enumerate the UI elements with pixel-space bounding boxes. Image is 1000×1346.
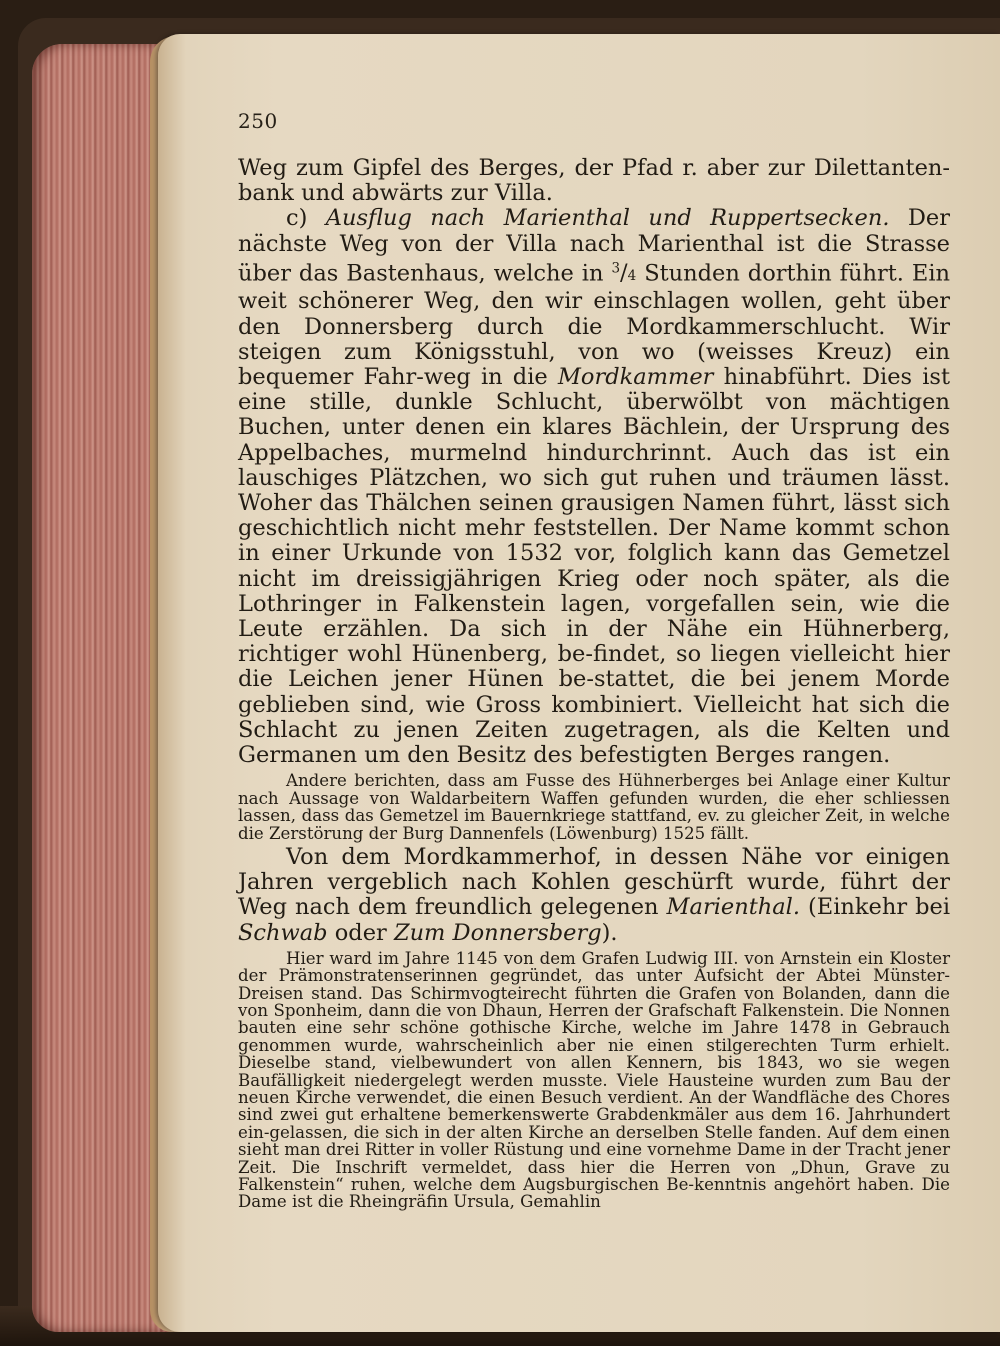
section-text-3: hinabführt. Dies ist eine stille, dunkle Schlucht, überwölbt von mächtigen Buchen, unter denen ein klares Bächlein, der Ursprung des Appelbaches, murmelnd hindurchrinnt. Auch das ist ein lauschiges Plätzchen, wo sich gut ruhen und träumen lässt. Woher das Thälchen seinen grausigen Namen führt, lässt sich geschichtlich nicht mehr feststellen. Der Name kommt schon in einer Urkunde von 1532 vor, folglich kann das Gemetzel nicht im dreissigjährigen Krieg oder noch später, als die Lothringer in Falkenstein lagen, vorgefallen sein, wie die Leute erzählen. Da sich in der Nähe ein Hühnerberg, richtiger wohl Hünenberg, be-findet, so liegen vielleicht hier die Leichen jener Hünen be-stattet, die bei jenem Morde geblieben sind, wie Gross kombiniert. Vielleicht hat sich die Schlacht zu jenen Zeiten zugetragen, als die Kelten und Germanen um den Besitz des befestigten Berges rangen. (238, 364, 951, 769)
fraction: $^3$/4 (611, 260, 637, 287)
section-label: c) (286, 205, 308, 232)
section-title: Ausflug nach Marienthal und Ruppertsecken. (325, 205, 890, 232)
paragraph-2-text: Von dem Mordkammerhof, in dessen Nähe vor einigen Jahren vergeblich nach Kohlen geschürft wurde, führt der Weg nach dem freundlich gelegenen (238, 843, 950, 921)
inn-name-1: Schwab (238, 919, 328, 946)
section-text-2: Stunden dorthin führt. Ein weit schönerer Weg, den wir einschlagen wollen, geht über den Donnersberg durch die Mordkammerschlucht. Wir steigen zum Königsstuhl, von wo (weisses Kreuz) ein bequemer Fahr-weg in die (238, 260, 951, 391)
paren-close: ). (601, 919, 618, 946)
place-name-mordkammer: Mordkammer (557, 364, 714, 391)
page-text (238, 156, 950, 1211)
fraction-numerator: 3 (611, 260, 621, 277)
section-text-1: Der nächste Weg von der Villa nach Marienthal ist die Strasse über das Bastenhaus, welche in (238, 205, 950, 287)
joiner: oder (334, 919, 387, 946)
section-c-paragraph (238, 206, 950, 768)
footnote-2: Hier ward im Jahre 1145 von dem Grafen Ludwig III. von Arnstein ein Kloster der Prämonstratenserinnen gegründet, das unter Aufsicht der Abtei Münster-Dreisen stand. Das Schirmvogteirecht führten die Grafen von Bolanden, dann die von Sponheim, dann die von Dhaun, Herren der Grafschaft Falkenstein. Die Nonnen bauten eine sehr schöne gothische Kirche, welche im Jahre 1478 in Gebrauch genommen wurde, wahrscheinlich aber nie einen stilgerechten Turm erhielt. Dieselbe stand, vielbewundert von allen Kennern, bis 1843, wo sie wegen Baufälligkeit niedergelegt werden musste. Viele Hausteine wurden zum Bau der neuen Kirche verwendet, die einen Besuch verdient. An der Wandfläche des Chores sind zwei gut erhaltene bemerkenswerte Grabdenkmäler aus dem 16. Jahrhundert ein-gelassen, die sich in der alten Kirche an derselben Stelle fanden. Auf dem einen sieht man drei Ritter in voller Rüstung und eine vornehme Dame in der Tracht jener Zeit. Die Inschrift vermeldet, dass hier die Herren von „Dhun, Grave zu Falkenstein“ ruhen, welche dem Augsburgischen Be-kenntnis angehört haben. Die Dame ist die Rheingräfin Ursula, Gemahlin (238, 948, 950, 1212)
inn-name-2: Zum Donnersberg (393, 919, 602, 946)
place-name-marienthal: Marienthal. (666, 894, 801, 921)
paragraph-2 (238, 845, 950, 946)
footnote-1: Andere berichten, dass am Fusse des Hühnerberges bei Anlage einer Kultur nach Aussage von Waldarbeitern Waffen gefunden wurden, die eher schliessen lassen, dass das Gemetzel im Bauernkriege stattfand, ev. zu gleicher Zeit, in welche die Zerstörung der Burg Dannenfels (Löwenburg) 1525 fällt. (238, 771, 950, 843)
page-number: 250 (238, 109, 278, 133)
fraction-denominator: 4 (627, 268, 637, 285)
paren-open: (Einkehr bei (808, 894, 951, 921)
intro-paragraph: Weg zum Gipfel des Berges, der Pfad r. aber zur Dilettanten-bank und abwärts zur Villa. (238, 155, 950, 207)
